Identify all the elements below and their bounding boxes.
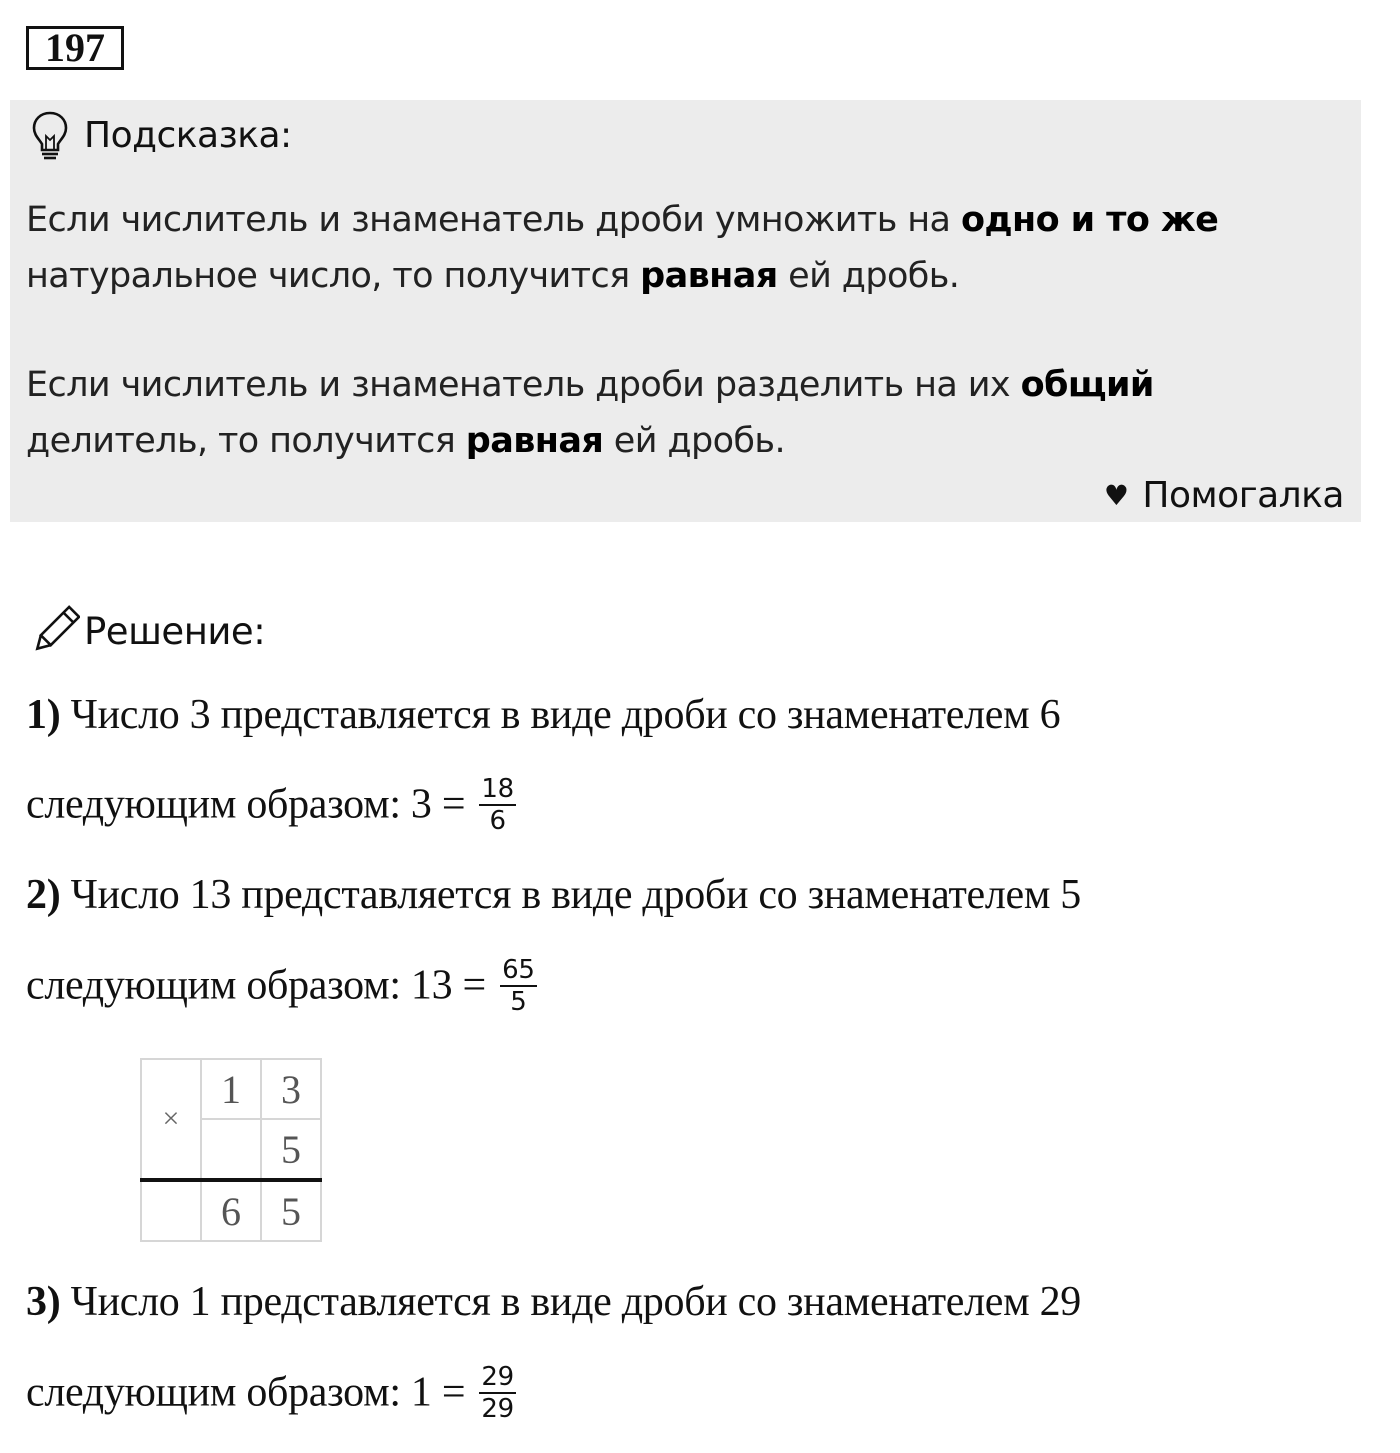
text: ей дробь.: [777, 256, 960, 296]
grid-cell: 5: [261, 1119, 321, 1180]
emphasis: одно и то же: [960, 200, 1219, 240]
grid-cell: 6: [201, 1180, 261, 1241]
grid-cell: 3: [261, 1059, 321, 1119]
text: натуральное число, то получится: [26, 256, 641, 296]
text: Если числитель и знаменатель дроби разделить на их: [26, 365, 1021, 405]
pencil-icon: [30, 604, 80, 658]
solution-title: Решение:: [84, 610, 266, 653]
item-text: Число 3 представляется в виде дроби со знаменателем 6: [60, 692, 1061, 738]
grid-cell: 5: [261, 1180, 321, 1241]
emphasis: равная: [465, 421, 604, 461]
fraction-numerator: 18: [481, 774, 514, 804]
fraction: [500, 955, 536, 1017]
item-marker: 2): [26, 872, 61, 918]
solution-item-1-line-2: [26, 774, 516, 839]
grid-cell: [201, 1119, 261, 1180]
text: делитель, то получится: [26, 421, 466, 461]
multiply-operator: ×: [141, 1059, 201, 1180]
grid-cell: [141, 1180, 201, 1241]
hint-title: Подсказка:: [84, 115, 292, 156]
solution-item-3-line-2: [26, 1362, 516, 1427]
solution-item-1-line-1: [26, 690, 1060, 740]
item-marker: 1): [26, 692, 61, 738]
heart-icon: ♥: [1103, 479, 1129, 512]
fraction: [479, 1362, 515, 1424]
solution-item-2-line-2: [26, 955, 537, 1020]
multiplication-grid: [140, 1058, 322, 1242]
fraction-numerator: 29: [481, 1362, 514, 1392]
fraction-denominator: 29: [481, 1394, 514, 1424]
lightbulb-icon: [30, 110, 70, 162]
solution-item-3-line-1: [26, 1277, 1081, 1327]
hint-paragraph-1: [26, 192, 1336, 304]
item-text: Число 13 представляется в виде дроби со знаменателем 5: [60, 872, 1082, 918]
brand-label: [1104, 472, 1344, 520]
text: Если числитель и знаменатель дроби умножить на: [26, 200, 961, 240]
item-marker: 3): [26, 1279, 61, 1325]
brand-name: Помогалка: [1142, 475, 1344, 516]
item-text: следующим образом: 13 =: [26, 962, 497, 1009]
fraction-denominator: 6: [489, 806, 506, 836]
fraction-numerator: 65: [502, 955, 535, 985]
emphasis: общий: [1020, 365, 1154, 405]
fraction: [479, 774, 515, 836]
hint-paragraph-2: [26, 357, 1336, 469]
emphasis: равная: [640, 256, 778, 296]
item-text: следующим образом: 3 =: [26, 781, 476, 828]
text: ей дробь.: [603, 421, 785, 461]
fraction-denominator: 5: [510, 987, 527, 1017]
solution-item-2-line-1: [26, 870, 1081, 920]
task-number: 197: [26, 26, 124, 70]
item-text: Число 1 представляется в виде дроби со знаменателем 29: [60, 1279, 1082, 1325]
grid-cell: 1: [201, 1059, 261, 1119]
item-text: следующим образом: 1 =: [26, 1369, 476, 1416]
